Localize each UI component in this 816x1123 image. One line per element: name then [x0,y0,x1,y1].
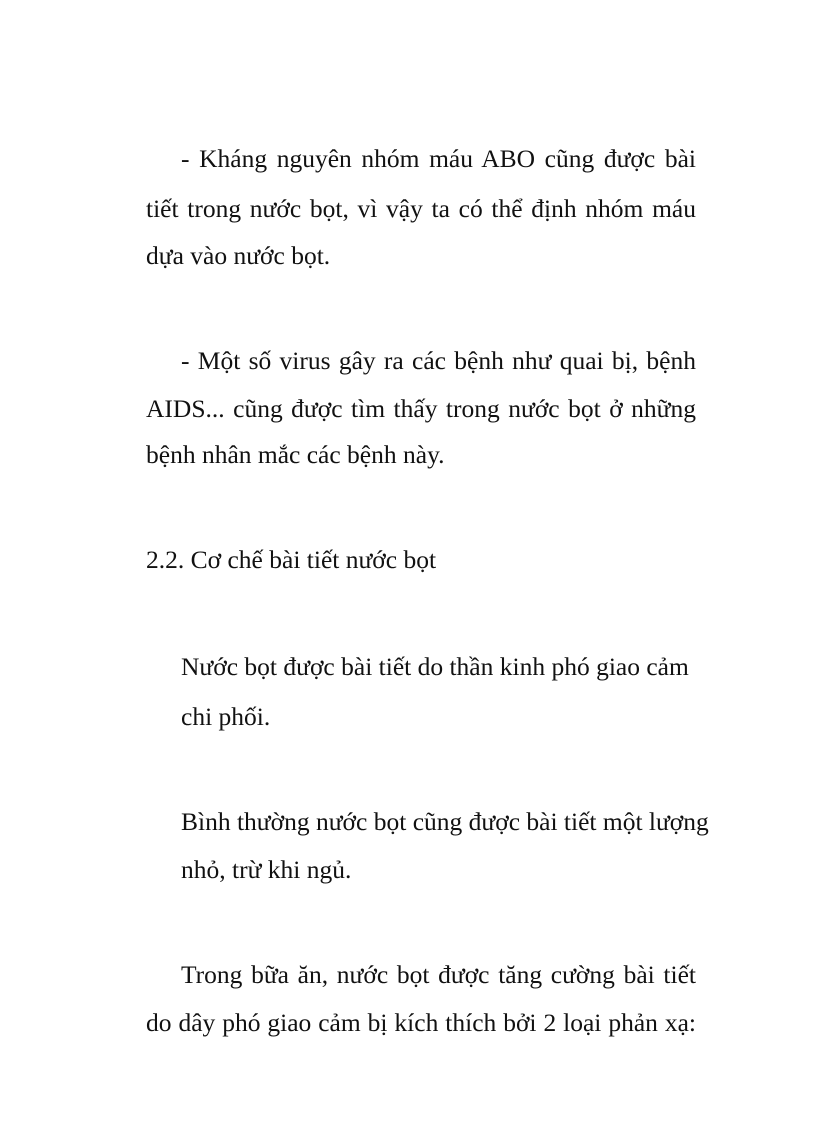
text-line: nhỏ, trừ khi ngủ. [181,855,352,884]
text-line: dựa vào nước bọt. [146,241,331,270]
text-line: tiết trong nước bọt, vì vậy ta có thể định nhóm máu [146,194,696,223]
text-line: AIDS... cũng được tìm thấy trong nước bọt ở những [146,394,696,423]
text-line: Trong bữa ăn, nước bọt được tăng cường bài tiết [181,960,696,989]
section-heading: 2.2. Cơ chế bài tiết nước bọt [146,545,437,574]
text-line: do dây phó giao cảm bị kích thích bởi 2 loại phản xạ: [146,1008,696,1037]
text-line: - Kháng nguyên nhóm máu ABO cũng được bài [181,144,696,173]
text-line: Bình thường nước bọt cũng được bài tiết một lượng [181,807,709,836]
text-line: - Một số virus gây ra các bệnh như quai bị, bệnh [181,346,696,375]
text-line: chi phối. [181,702,271,731]
text-line: bệnh nhân mắc các bệnh này. [146,440,445,469]
text-line: Nước bọt được bài tiết do thần kinh phó giao cảm [181,652,689,681]
